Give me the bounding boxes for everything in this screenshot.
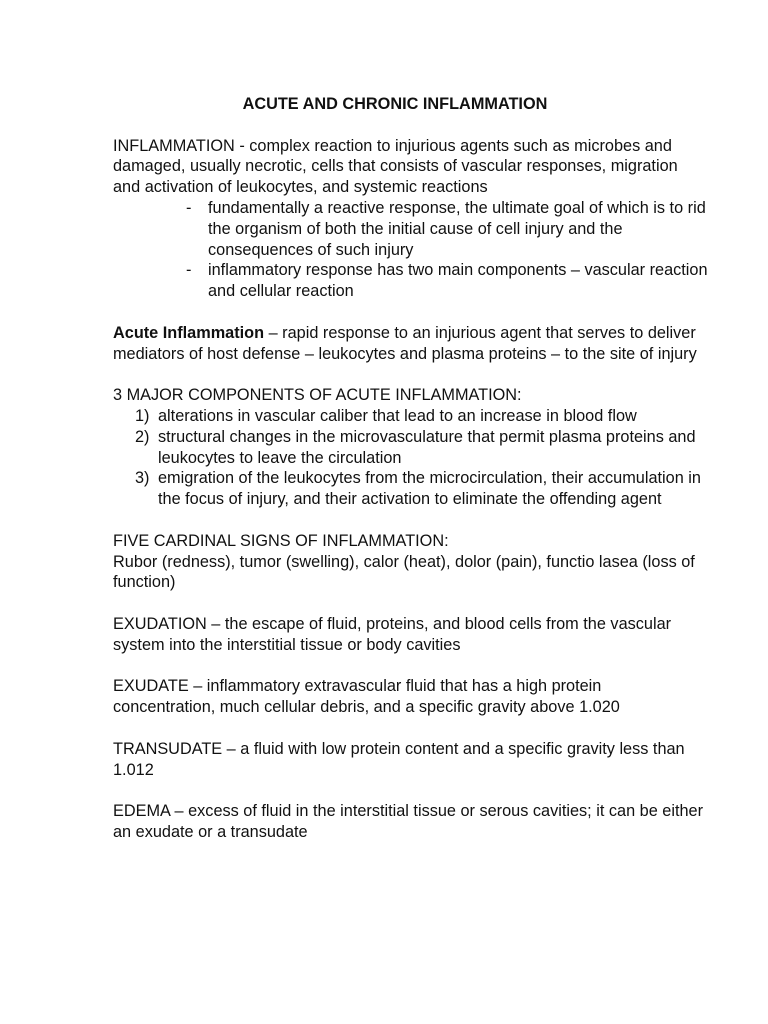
cardinal-signs-text: Rubor (redness), tumor (swelling), calor (heat), dolor (pain), functio lasea (loss of function) (113, 552, 695, 592)
cardinal-signs-section (113, 531, 708, 593)
exudation-definition: EXUDATION – the escape of fluid, proteins, and blood cells from the vascular system into the interstitial tissue or body cavities (113, 614, 672, 654)
exudation-section (113, 614, 708, 656)
bullet-text: inflammatory response has two main components – vascular reaction and cellular reaction (208, 261, 708, 301)
edema-section (113, 801, 708, 843)
inflammation-section (113, 136, 708, 302)
transudate-definition: TRANSUDATE – a fluid with low protein content and a specific gravity less than 1.012 (113, 739, 685, 779)
inflammation-bullets (113, 198, 708, 302)
component-item (135, 406, 708, 427)
bullet-marker: - (186, 261, 192, 280)
component-text: emigration of the leukocytes from the microcirculation, their accumulation in the focus of injury, and their activation to eliminate the offending agent (158, 469, 701, 509)
components-list (113, 406, 708, 510)
exudate-definition: EXUDATE – inflammatory extravascular fluid that has a high protein concentration, much cellular debris, and a specific gravity above 1.020 (113, 677, 620, 717)
component-number: 3) (135, 469, 150, 488)
component-number: 2) (135, 427, 150, 446)
bullet-marker: - (186, 198, 192, 217)
component-text: alterations in vascular caliber that lead to an increase in blood flow (158, 406, 637, 425)
acute-inflammation-definition (113, 323, 708, 365)
component-number: 1) (135, 406, 150, 425)
components-section (113, 385, 708, 510)
transudate-section (113, 739, 708, 781)
edema-definition: EDEMA – excess of fluid in the interstitial tissue or serous cavities; it can be either an exudate or a transudate (113, 802, 704, 841)
inflammation-definition: INFLAMMATION - complex reaction to injurious agents such as microbes and damaged, usually necrotic, cells that consists of vascular responses, migration and activation of leukocytes, and systemic reactions (113, 136, 678, 197)
acute-inflammation-section (113, 323, 708, 365)
cardinal-signs-heading: FIVE CARDINAL SIGNS OF INFLAMMATION: (113, 531, 449, 550)
acute-inflammation-term: Acute Inflammation (113, 323, 265, 342)
component-text: structural changes in the microvasculature that permit plasma proteins and leukocytes to leave the circulation (158, 427, 696, 467)
components-heading: 3 MAJOR COMPONENTS OF ACUTE INFLAMMATION: (113, 386, 522, 405)
bullet-text: fundamentally a reactive response, the ultimate goal of which is to rid the organism of both the initial cause of cell injury and the consequences of such injury (208, 198, 706, 259)
document-title: ACUTE AND CHRONIC INFLAMMATION (242, 95, 548, 113)
bullet-item (186, 198, 708, 260)
acute-inflammation-text: – rapid response to an injurious agent that serves to deliver mediators of host defense – leukocytes and plasma proteins – to the site of injury (113, 323, 697, 363)
component-item (135, 427, 708, 469)
bullet-item (186, 260, 708, 302)
component-item (135, 468, 708, 510)
exudate-section (113, 676, 708, 718)
